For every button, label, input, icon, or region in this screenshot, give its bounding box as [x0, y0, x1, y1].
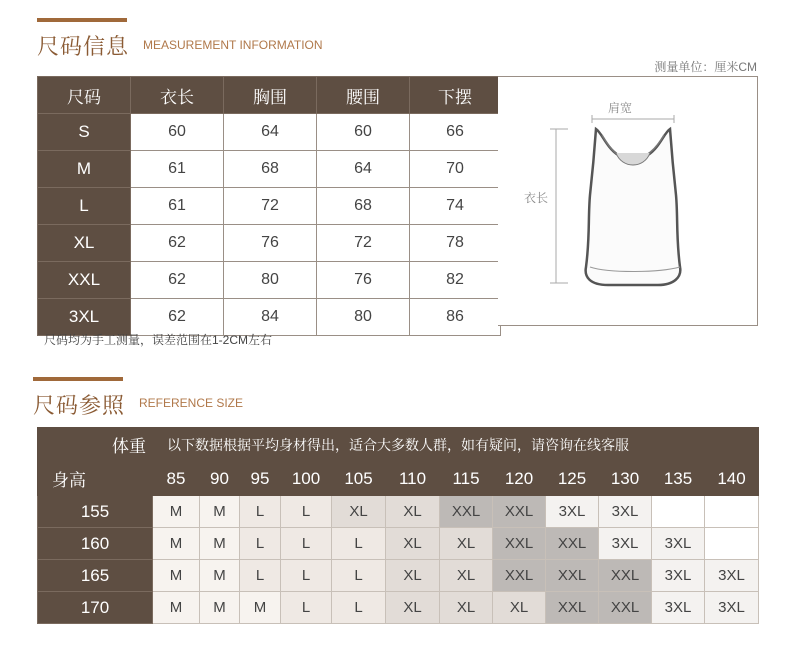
header-waist: 腰围: [317, 77, 410, 114]
value-cell: 82: [410, 262, 501, 299]
value-cell: 62: [131, 299, 224, 336]
size-cell: XXL: [493, 528, 546, 560]
size-cell: XXL: [493, 560, 546, 592]
value-cell: 72: [317, 225, 410, 262]
measurement-table: [37, 76, 501, 336]
garment-diagram: [498, 76, 758, 326]
size-cell: [705, 528, 759, 560]
table-row: [38, 151, 501, 188]
header-hem: 下摆: [410, 77, 501, 114]
size-cell: XXL: [493, 496, 546, 528]
weight-label: [38, 428, 153, 462]
size-cell: M: [153, 560, 200, 592]
size-cell: L: [240, 528, 281, 560]
measurement-title: 尺码信息: [37, 35, 130, 60]
size-cell: M: [200, 528, 240, 560]
size-cell: L: [332, 528, 386, 560]
value-cell: 84: [224, 299, 317, 336]
weight-115: 115: [440, 462, 493, 496]
reference-note: 以下数据根据平均身材得出，适合大多数人群，如有疑问，请咨询在线客服: [153, 428, 759, 462]
size-cell: 3XL: [705, 592, 759, 624]
size-cell: M: [200, 560, 240, 592]
size-cell: S: [38, 114, 131, 151]
weight-90: 90: [200, 462, 240, 496]
height-cell: 165: [38, 560, 153, 592]
size-cell: L: [332, 560, 386, 592]
height-cell: 170: [38, 592, 153, 624]
size-cell: XL: [332, 496, 386, 528]
size-cell: [705, 496, 759, 528]
table-row: [38, 262, 501, 299]
size-cell: 3XL: [705, 560, 759, 592]
size-cell: XL: [386, 592, 440, 624]
reference-note-row: [38, 428, 759, 462]
table-row: [38, 114, 501, 151]
table-row: [38, 188, 501, 225]
size-cell: L: [281, 528, 332, 560]
size-cell: XL: [386, 528, 440, 560]
weight-110: 110: [386, 462, 440, 496]
header-size: 尺码: [38, 77, 131, 114]
size-cell: M: [153, 592, 200, 624]
weight-140: 140: [705, 462, 759, 496]
length-label: 衣长: [524, 191, 549, 205]
size-cell: L: [240, 496, 281, 528]
reference-title: 尺码参照: [33, 394, 126, 419]
size-cell: L: [38, 188, 131, 225]
value-cell: 60: [317, 114, 410, 151]
size-cell: XXL: [546, 560, 599, 592]
weight-100: 100: [281, 462, 332, 496]
value-cell: 68: [224, 151, 317, 188]
size-cell: M: [153, 496, 200, 528]
size-cell: M: [38, 151, 131, 188]
value-cell: 74: [410, 188, 501, 225]
weight-125: 125: [546, 462, 599, 496]
header-length: 衣长: [131, 77, 224, 114]
header-chest: 胸围: [224, 77, 317, 114]
weight-120: 120: [493, 462, 546, 496]
size-cell: M: [200, 496, 240, 528]
size-cell: XXL: [440, 496, 493, 528]
size-cell: 3XL: [652, 560, 705, 592]
value-cell: 78: [410, 225, 501, 262]
size-cell: M: [200, 592, 240, 624]
value-cell: 66: [410, 114, 501, 151]
table-row: [38, 225, 501, 262]
size-cell: XL: [440, 528, 493, 560]
height-cell: 160: [38, 528, 153, 560]
section-accent-bar: [33, 377, 123, 381]
value-cell: 76: [224, 225, 317, 262]
weight-85: 85: [153, 462, 200, 496]
value-cell: 80: [317, 299, 410, 336]
size-cell: XXL: [546, 592, 599, 624]
value-cell: 80: [224, 262, 317, 299]
shoulder-width-label: 肩宽: [608, 101, 633, 115]
table-row: [38, 528, 759, 560]
weight-label-text: 体重: [112, 437, 146, 457]
size-cell: 3XL: [652, 528, 705, 560]
size-cell: 3XL: [599, 528, 652, 560]
size-cell: XL: [38, 225, 131, 262]
measurement-footnote: 尺码均为手工测量，误差范围在1-2CM左右: [44, 333, 273, 347]
weight-135: 135: [652, 462, 705, 496]
value-cell: 61: [131, 188, 224, 225]
height-cell: 155: [38, 496, 153, 528]
table-row: [38, 560, 759, 592]
size-cell: M: [153, 528, 200, 560]
size-cell: XXL: [38, 262, 131, 299]
weight-95: 95: [240, 462, 281, 496]
weight-105: 105: [332, 462, 386, 496]
size-cell: L: [332, 592, 386, 624]
table-row: [38, 496, 759, 528]
value-cell: 62: [131, 262, 224, 299]
size-cell: XL: [440, 560, 493, 592]
section-accent-bar: [37, 18, 127, 22]
size-cell: 3XL: [546, 496, 599, 528]
height-label-text: 身高: [52, 470, 86, 490]
size-cell: 3XL: [38, 299, 131, 336]
value-cell: 68: [317, 188, 410, 225]
size-cell: M: [240, 592, 281, 624]
value-cell: 61: [131, 151, 224, 188]
size-cell: XL: [440, 592, 493, 624]
size-cell: 3XL: [599, 496, 652, 528]
size-cell: XL: [386, 560, 440, 592]
value-cell: 76: [317, 262, 410, 299]
size-cell: L: [240, 560, 281, 592]
size-cell: L: [281, 496, 332, 528]
unit-note: 测量单位：厘米CM: [654, 60, 757, 74]
size-cell: L: [281, 560, 332, 592]
value-cell: 72: [224, 188, 317, 225]
size-cell: L: [281, 592, 332, 624]
table-row: [38, 592, 759, 624]
value-cell: 70: [410, 151, 501, 188]
height-label: [38, 462, 153, 496]
value-cell: 86: [410, 299, 501, 336]
size-cell: [652, 496, 705, 528]
size-cell: XL: [493, 592, 546, 624]
tank-top-illustration: [498, 77, 758, 327]
size-cell: XXL: [599, 592, 652, 624]
size-cell: 3XL: [652, 592, 705, 624]
reference-subtitle: REFERENCE SIZE: [139, 396, 244, 410]
value-cell: 60: [131, 114, 224, 151]
measurement-header-row: [38, 77, 501, 114]
table-row: [38, 299, 501, 336]
value-cell: 64: [224, 114, 317, 151]
weight-130: 130: [599, 462, 652, 496]
size-cell: XXL: [546, 528, 599, 560]
reference-table: [37, 427, 759, 624]
measurement-subtitle: MEASUREMENT INFORMATION: [143, 38, 323, 52]
value-cell: 64: [317, 151, 410, 188]
value-cell: 62: [131, 225, 224, 262]
size-cell: XXL: [599, 560, 652, 592]
size-cell: XL: [386, 496, 440, 528]
weight-header-row: [38, 462, 759, 496]
